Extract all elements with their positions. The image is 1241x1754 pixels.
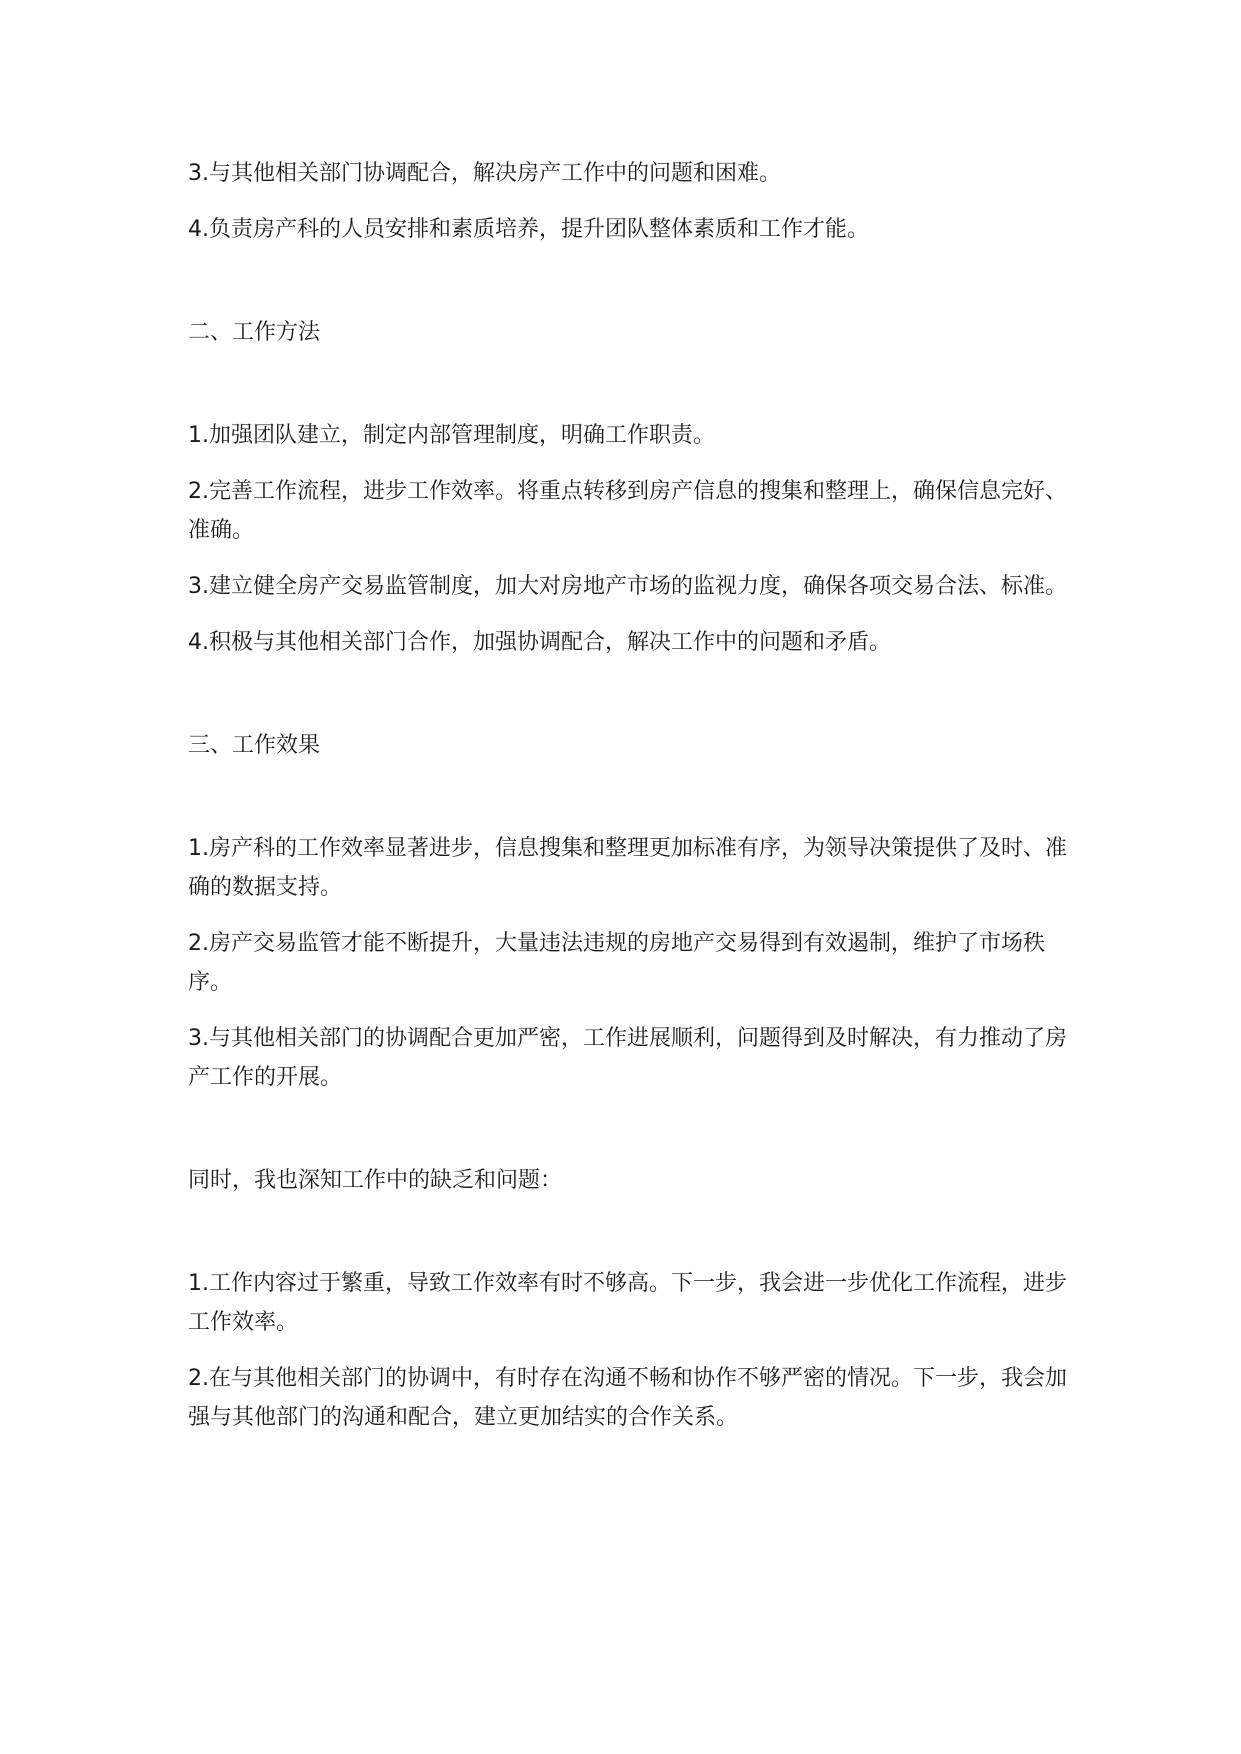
paragraph-method-4: 4.积极与其他相关部门合作，加强协调配合，解决工作中的问题和矛盾。 [188, 630, 891, 655]
spacer [188, 352, 1068, 416]
paragraph-result-3: 3.与其他相关部门的协调配合更加严密，工作进展顺利，问题得到及时解决，有力推动了房产工作的开展。 [188, 1026, 1067, 1090]
spacer [188, 1097, 1068, 1161]
section-heading-results: 三、工作效果 [188, 733, 321, 758]
paragraph-duty-3: 3.与其他相关部门协调配合，解决房产工作中的问题和困难。 [188, 161, 781, 186]
paragraph-shortcoming-1: 1.工作内容过于繁重，导致工作效率有时不够高。下一步，我会进一步优化工作流程，进步工作效率。 [188, 1271, 1067, 1335]
paragraph-shortcoming-2: 2.在与其他相关部门的协调中，有时存在沟通不畅和协作不够严密的情况。下一步，我会加强与其他部门的沟通和配合，建立更加结实的合作关系。 [188, 1366, 1067, 1430]
paragraph-method-1: 1.加强团队建立，制定内部管理制度，明确工作职责。 [188, 423, 715, 448]
spacer [188, 606, 1068, 623]
spacer [188, 1200, 1068, 1264]
spacer [188, 1002, 1068, 1019]
spacer [188, 249, 1068, 313]
paragraph-shortcomings-intro: 同时，我也深知工作中的缺乏和问题： [188, 1168, 563, 1193]
spacer [188, 193, 1068, 210]
paragraph-method-3: 3.建立健全房产交易监管制度，加大对房地产市场的监视力度，确保各项交易合法、标准。 [188, 574, 1067, 599]
spacer [188, 1342, 1068, 1359]
paragraph-duty-4: 4.负责房产科的人员安排和素质培养，提升团队整体素质和工作才能。 [188, 217, 869, 242]
spacer [188, 550, 1068, 567]
section-heading-methods: 二、工作方法 [188, 320, 321, 345]
document-body [188, 154, 1068, 1437]
paragraph-result-1: 1.房产科的工作效率显著进步，信息搜集和整理更加标准有序，为领导决策提供了及时、准确的数据支持。 [188, 836, 1067, 900]
spacer [188, 455, 1068, 472]
spacer [188, 907, 1068, 924]
paragraph-result-2: 2.房产交易监管才能不断提升，大量违法违规的房地产交易得到有效遏制，维护了市场秩序。 [188, 931, 1045, 995]
spacer [188, 662, 1068, 726]
spacer [188, 765, 1068, 829]
paragraph-method-2: 2.完善工作流程，进步工作效率。将重点转移到房产信息的搜集和整理上，确保信息完好、准确。 [188, 479, 1067, 543]
